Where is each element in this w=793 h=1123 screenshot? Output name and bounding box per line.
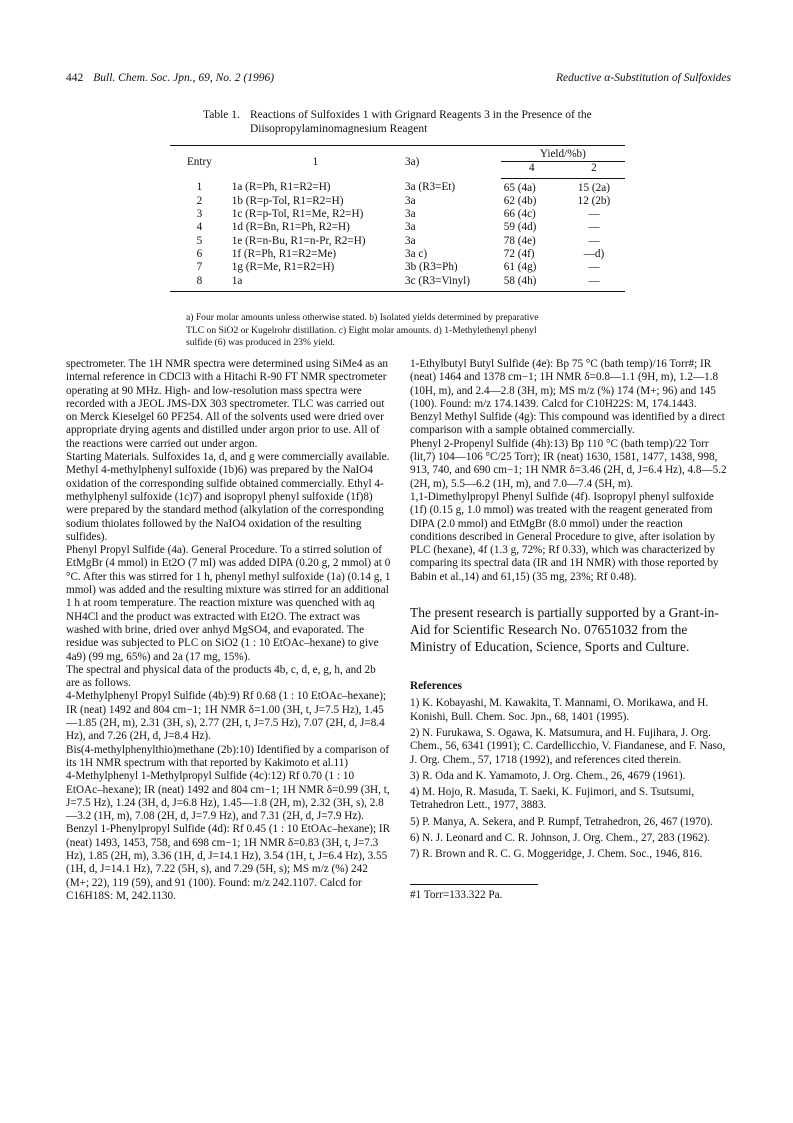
reference-list bbox=[410, 697, 728, 861]
cell-substrate: 1a (R=Ph, R1=R2=H) bbox=[231, 181, 331, 194]
col-header-substrate: 1 bbox=[229, 146, 402, 179]
cell-yield-2: — bbox=[563, 275, 625, 292]
cell-yield-4: 61 (4g) bbox=[503, 261, 537, 274]
table-caption-line-1: Reactions of Sulfoxides 1 with Grignard Reagents 3 in the Presence of the bbox=[250, 109, 592, 121]
cell-yield-4: 78 (4e) bbox=[503, 234, 536, 247]
reference-item: 7) R. Brown and R. C. G. Moggeridge, J. Chem. Soc., 1946, 816. bbox=[410, 848, 703, 861]
table-footnotes bbox=[186, 312, 616, 350]
reference-item: 5) P. Manya, A. Sekera, and P. Rumpf, Tetrahedron, 26, 467 (1970). bbox=[410, 815, 713, 828]
cell-entry: 7 bbox=[196, 261, 203, 274]
table-row bbox=[170, 195, 625, 208]
body-paragraph: 4-Methylphenyl 1-Methylpropyl Sulfide (4c):12) Rf 0.70 (1 : 10 EtOAc–hexane); IR (neat) 1492 and 804 cm−1; 1H NMR δ=0.99 (3H, t, J=7.5 Hz), 1.24 (3H, d, J=6.8 Hz), 1.45—1.8 (2H, m), 2.32 (3H, s), 2.8—3.2 (1H, m), 7.08 (2H, d, J=7.9 Hz), and 7.31 (2H, d, J=7.9 Hz). bbox=[66, 770, 390, 823]
table-row bbox=[170, 235, 625, 248]
cell-entry: 4 bbox=[196, 221, 203, 234]
page-header bbox=[66, 72, 731, 88]
table-footnote-line: sulfide (6) was produced in 23% yield. bbox=[186, 337, 335, 348]
cell-yield-2: — bbox=[588, 234, 600, 247]
cell-entry: 8 bbox=[170, 275, 229, 292]
results-table bbox=[170, 145, 625, 292]
table-label: Table 1. bbox=[203, 109, 240, 121]
cell-substrate: 1g (R=Me, R1=R2=H) bbox=[231, 261, 335, 274]
table-row bbox=[170, 208, 625, 221]
cell-entry: 5 bbox=[196, 234, 203, 247]
right-column bbox=[410, 358, 728, 902]
table-caption bbox=[203, 108, 623, 136]
cell-yield-2: — bbox=[588, 208, 600, 221]
acknowledgement: The present research is partially supported by a Grant-in-Aid for Scientific Research No. 07651032 from the Ministry of Education, Science, Sports and Culture. bbox=[410, 605, 719, 655]
cell-reagent: 3a bbox=[405, 208, 416, 221]
col-header-yield-4: 4 bbox=[501, 162, 563, 178]
cell-substrate: 1a bbox=[229, 275, 402, 292]
body-paragraph: Phenyl 2-Propenyl Sulfide (4h):13) Bp 110 °C (bath temp)/22 Torr (lit,7) 104—106 °C/25 Torr); IR (neat) 1630, 1581, 1477, 1438, 998, 913, 740, and 690 cm−1; 1H NMR δ=3.46 (2H, d, J=6.4 Hz), 4.8—5.2 (2H, m), 5.5—6.2 (1H, m), and 7.0—7.4 (5H, m). bbox=[410, 437, 727, 490]
col-header-yield: Yield/%b) bbox=[501, 146, 625, 162]
left-column bbox=[66, 358, 391, 903]
cell-entry: 1 bbox=[196, 181, 203, 194]
reference-item: 2) N. Furukawa, S. Ogawa, K. Matsumura, and H. Fujihara, J. Org. Chem., 56, 6341 (1991); C. Cardellicchio, V. Fiandanese, and F. Naso, J. Org. Chem., 57, 1718 (1992), and references cited therein. bbox=[410, 726, 726, 766]
table-row bbox=[170, 275, 625, 292]
cell-yield-2: 12 (2b) bbox=[577, 194, 611, 207]
cell-yield-4: 66 (4c) bbox=[503, 208, 536, 221]
table-row bbox=[170, 248, 625, 261]
body-paragraph: Phenyl Propyl Sulfide (4a). General Procedure. To a stirred solution of EtMgBr (4 mmol) in Et2O (7 ml) was added DIPA (0.20 g, 2 mmol) at 0 °C. After this was stirred for 1 h, phenyl methyl sulfoxide (1a) (0.14 g, 1 mmol) was added and the resulting mixture was stirred for an additional 1 h at room temperature. The reaction mixture was quenched with aq NH4Cl and the product was extracted with Et2O. The extract was washed with brine, dried over anhyd MgSO4, and evaporated. The residue was subjected to PLC on SiO2 (1 : 10 EtOAc–hexane) to give 4a9) (99 mg, 65%) and 2a (17 mg, 15%). bbox=[66, 544, 391, 663]
cell-reagent: 3a bbox=[405, 234, 416, 247]
reference-item: 3) R. Oda and K. Yamamoto, J. Org. Chem., 26, 4679 (1961). bbox=[410, 769, 686, 782]
cell-yield-4: 58 (4h) bbox=[501, 275, 563, 292]
body-paragraph: Benzyl 1-Phenylpropyl Sulfide (4d): Rf 0.45 (1 : 10 EtOAc–hexane); IR (neat) 1493, 1453, 758, and 698 cm−1; 1H NMR δ=0.83 (3H, t, J=7.3 Hz), 1.85 (2H, m), 3.36 (1H, d, J=14.1 Hz), 3.54 (1H, t, J=6.4 Hz), 3.55 (1H, d, J=14.1 Hz), 7.22 (5H, s), and 7.29 (5H, s); MS m/z (%) 242 (M+; 22), 119 (59), and 91 (100). Found: m/z 242.1107. Calcd for C16H18S: M, 242.1130. bbox=[66, 823, 391, 902]
cell-yield-2: — bbox=[588, 261, 600, 274]
cell-reagent: 3a c) bbox=[405, 248, 428, 261]
cell-yield-4: 62 (4b) bbox=[503, 194, 537, 207]
body-paragraph: 1-Ethylbutyl Butyl Sulfide (4e): Bp 75 °C (bath temp)/16 Torr#; IR (neat) 1464 and 1378 cm−1; 1H NMR δ=0.8—1.1 (9H, m), 1.2—1.8 (10H, m), and 2.4—2.8 (3H, m); MS m/z (%) 174 (M+; 96) and 145 (100). Found: m/z 174.1439. Calcd for C10H22S: M, 174.1443. bbox=[410, 358, 719, 410]
body-paragraph: spectrometer. The 1H NMR spectra were determined using SiMe4 as an internal reference in CDCl3 with a Hitachi R-90 FT NMR spectrometer operating at 90 MHz. High- and low-resolution mass spectra were recorded with a JEOL JMS-DX 303 spectrometer. TLC was carried out on Merck Kieselgel 60 PF254. All of the solvents used were dried over appropriate drying agents and distilled under argon prior to use. All of the reactions were carried out under argon. bbox=[66, 358, 388, 450]
page-footnote: #1 Torr=133.322 Pa. bbox=[410, 888, 503, 901]
cell-entry: 6 bbox=[196, 248, 203, 261]
body-paragraph: Benzyl Methyl Sulfide (4g): This compound was identified by a direct comparison with a sample obtained commercially. bbox=[410, 411, 725, 437]
cell-yield-4: 72 (4f) bbox=[503, 248, 535, 261]
cell-substrate: 1d (R=Bn, R1=Ph, R2=H) bbox=[231, 221, 350, 234]
cell-yield-2: 15 (2a) bbox=[577, 181, 610, 194]
cell-yield-4: 59 (4d) bbox=[503, 221, 537, 234]
cell-substrate: 1b (R=p-Tol, R1=R2=H) bbox=[231, 194, 344, 207]
col-header-entry: Entry bbox=[170, 146, 229, 179]
col-header-yield-2: 2 bbox=[563, 162, 625, 178]
cell-entry: 2 bbox=[196, 194, 203, 207]
table-footnote-line: TLC on SiO2 or Kugelrohr distillation. c) Eight molar amounts. d) 1-Methylethenyl phenyl bbox=[186, 324, 537, 336]
cell-reagent: 3a bbox=[405, 221, 416, 234]
page-number: 442 bbox=[66, 72, 84, 84]
body-paragraph: Bis(4-methylphenylthio)methane (2b):10) Identified by a comparison of its 1H NMR spectrum with that reported by Kakimoto et al.11) bbox=[66, 743, 390, 769]
table-row bbox=[170, 261, 625, 274]
table-row bbox=[170, 178, 625, 195]
footnote-rule bbox=[410, 884, 538, 885]
cell-reagent: 3a bbox=[405, 194, 416, 207]
cell-substrate: 1e (R=n-Bu, R1=n-Pr, R2=H) bbox=[231, 234, 366, 247]
cell-substrate: 1c (R=p-Tol, R1=Me, R2=H) bbox=[231, 208, 364, 221]
reference-item: 4) M. Hojo, R. Masuda, T. Saeki, K. Fujimori, and S. Tsutsumi, Tetrahedron Lett., 1977, 3883. bbox=[410, 786, 695, 812]
table-caption-line-2: Diisopropylaminomagnesium Reagent bbox=[250, 123, 428, 135]
running-title: Reductive α-Substitution of Sulfoxides bbox=[556, 72, 731, 84]
journal-citation: Bull. Chem. Soc. Jpn., 69, No. 2 (1996) bbox=[93, 72, 275, 84]
col-header-reagent: 3a) bbox=[402, 146, 501, 179]
body-paragraph: 1,1-Dimethylpropyl Phenyl Sulfide (4f). Isopropyl phenyl sulfoxide (1f) (0.15 g, 1.0 mmol) was treated with the reagent generated from DIPA (2.0 mmol) and EtMgBr (8.0 mmol) under the reaction conditions described in General Procedure to give, after isolation by PLC (hexane), 4f (1.3 g, 72%; Rf 0.33), which was characterized by comparing its spectral data (IR and 1H NMR) with those reported by Babin et al.,14) and 61,15) (35 mg, 23%; Rf 0.48). bbox=[410, 490, 719, 583]
header-left bbox=[66, 72, 274, 84]
cell-reagent: 3a (R3=Et) bbox=[405, 181, 456, 194]
reference-item: 1) K. Kobayashi, M. Kawakita, T. Mannami, O. Morikawa, and H. Konishi, Bull. Chem. Soc. Jpn., 68, 1401 (1995). bbox=[410, 697, 709, 723]
cell-substrate: 1f (R=Ph, R1=R2=Me) bbox=[231, 248, 337, 261]
cell-yield-2: —d) bbox=[583, 248, 605, 261]
cell-yield-2: — bbox=[588, 221, 600, 234]
table-row bbox=[170, 221, 625, 234]
cell-entry: 3 bbox=[196, 208, 203, 221]
cell-reagent: 3b (R3=Ph) bbox=[405, 261, 458, 274]
cell-yield-4: 65 (4a) bbox=[503, 181, 536, 194]
cell-reagent: 3c (R3=Vinyl) bbox=[402, 275, 501, 292]
table-footnote-line: a) Four molar amounts unless otherwise stated. b) Isolated yields determined by preparative bbox=[186, 312, 539, 323]
body-paragraph: The spectral and physical data of the products 4b, c, d, e, g, h, and 2b are as follows. bbox=[66, 663, 376, 690]
body-paragraph: Starting Materials. Sulfoxides 1a, d, and g were commercially available. Methyl 4-methylphenyl sulfoxide (1b)6) was prepared by the NaIO4 oxidation of the corresponding sulfide obtained commercially. Ethyl 4-methylphenyl sulfoxide (1c)7) and isopropyl phenyl sulfoxide (1f)8) were prepared by the standard method (alkylation of the corresponding sodium thiolates followed by the NaIO4 oxidation of the resulting sulfides). bbox=[66, 451, 390, 543]
body-paragraph: 4-Methylphenyl Propyl Sulfide (4b):9) Rf 0.68 (1 : 10 EtOAc–hexane); IR (neat) 1492 and 804 cm−1; 1H NMR δ=1.00 (3H, t, J=7.5 Hz), 1.45—1.85 (2H, m), 2.31 (3H, s), 2.77 (2H, t, J=7.5 Hz), 7.07 (2H, d, J=8.4 Hz), and 7.26 (2H, d, J=8.4 Hz). bbox=[66, 690, 387, 743]
references-heading: References bbox=[410, 680, 462, 693]
reference-item: 6) N. J. Leonard and C. R. Johnson, J. Org. Chem., 27, 283 (1962). bbox=[410, 832, 710, 845]
